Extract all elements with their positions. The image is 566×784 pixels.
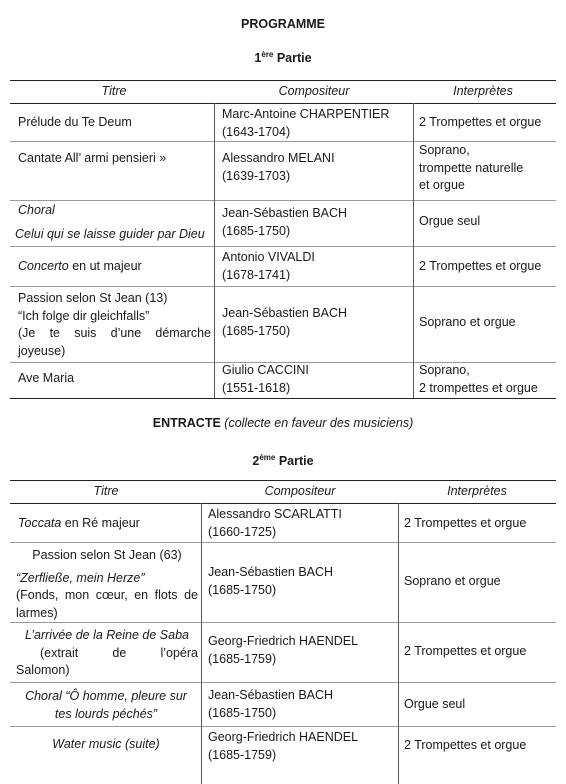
work-title: Choral — [18, 203, 55, 217]
performers: Orgue seul — [419, 214, 481, 228]
work-title: Toccata en Ré majeur — [18, 516, 140, 530]
work-title: Passion selon St Jean (13) “Ich folge dir gleichfalls” (Je te suis d’une démarche joyeuse) — [18, 291, 211, 358]
performers: 2 Trompettes et orgue — [404, 644, 527, 658]
composer: Jean-Sébastien BACH (1685-1750) — [222, 206, 348, 238]
row-divider — [10, 726, 556, 727]
header-compositeur: Compositeur — [278, 84, 350, 98]
work-subtitle: Celui qui se laisse guider par Dieu — [15, 227, 205, 241]
table-rule — [10, 398, 556, 399]
composer: Jean-Sébastien BACH (1685-1750) — [222, 306, 348, 338]
column-divider — [214, 103, 215, 398]
performers: 2 Trompettes et orgue — [404, 738, 527, 752]
work-title: Concerto en ut majeur — [18, 259, 142, 273]
column-divider — [413, 103, 414, 398]
composer: Jean-Sébastien BACH (1685-1750) — [208, 565, 334, 597]
work-title: Passion selon St Jean (63) “Zerfließe, mein Herze” (Fonds, mon cœur, en flots de larmes) — [16, 548, 198, 620]
row-divider — [10, 246, 556, 247]
work-title: Choral “Ô homme, pleure sur tes lourds péchés” — [25, 689, 187, 721]
row-divider — [10, 542, 556, 543]
part1-title: 1ère Partie — [254, 50, 312, 66]
header-titre: Titre — [101, 84, 127, 98]
performers: 2 Trompettes et orgue — [419, 259, 542, 273]
composer: Alessandro SCARLATTI (1660-1725) — [208, 507, 342, 539]
performers: 2 Trompettes et orgue — [404, 516, 527, 530]
work-title: Prélude du Te Deum — [18, 115, 132, 129]
header-titre: Titre — [93, 484, 119, 498]
composer: Georg-Friedrich HAENDEL (1685-1759) — [208, 730, 359, 762]
work-title: Water music (suite) — [52, 737, 160, 751]
performers: Soprano et orgue — [404, 574, 501, 588]
composer: Jean-Sébastien BACH (1685-1750) — [208, 688, 334, 720]
entracte: ENTRACTE (collecte en faveur des musiciens) — [152, 416, 414, 430]
composer: Alessandro MELANI (1639-1703) — [222, 151, 335, 183]
performers: Orgue seul — [404, 697, 466, 711]
composer: Antonio VIVALDI (1678-1741) — [222, 250, 315, 282]
row-divider — [10, 286, 556, 287]
column-divider — [398, 503, 399, 784]
row-divider — [10, 200, 556, 201]
header-compositeur: Compositeur — [264, 484, 336, 498]
row-divider — [10, 622, 556, 623]
work-title: Ave Maria — [18, 371, 75, 385]
table-rule — [10, 503, 556, 504]
performers: 2 Trompettes et orgue — [419, 115, 542, 129]
header-interpretes: Interprètes — [453, 84, 513, 98]
work-title: L’arrivée de la Reine de Saba (extrait de l’opéra Salomon) — [16, 628, 198, 677]
composer: Georg-Friedrich HAENDEL (1685-1759) — [208, 634, 359, 666]
table-rule — [10, 103, 556, 104]
part2-title: 2ème Partie — [252, 453, 314, 469]
work-title: Cantate All’ armi pensieri » — [18, 151, 167, 165]
performers: Soprano, 2 trompettes et orgue — [419, 363, 538, 395]
table-rule — [10, 480, 556, 481]
header-interpretes: Interprètes — [447, 484, 507, 498]
performers: Soprano, trompette naturelle et orgue — [419, 143, 524, 192]
performers: Soprano et orgue — [419, 315, 516, 329]
table-rule — [10, 80, 556, 81]
composer: Marc-Antoine CHARPENTIER (1643-1704) — [222, 107, 390, 139]
programme-title: PROGRAMME — [240, 17, 326, 31]
composer: Giulio CACCINI (1551-1618) — [222, 363, 309, 395]
row-divider — [10, 682, 556, 683]
